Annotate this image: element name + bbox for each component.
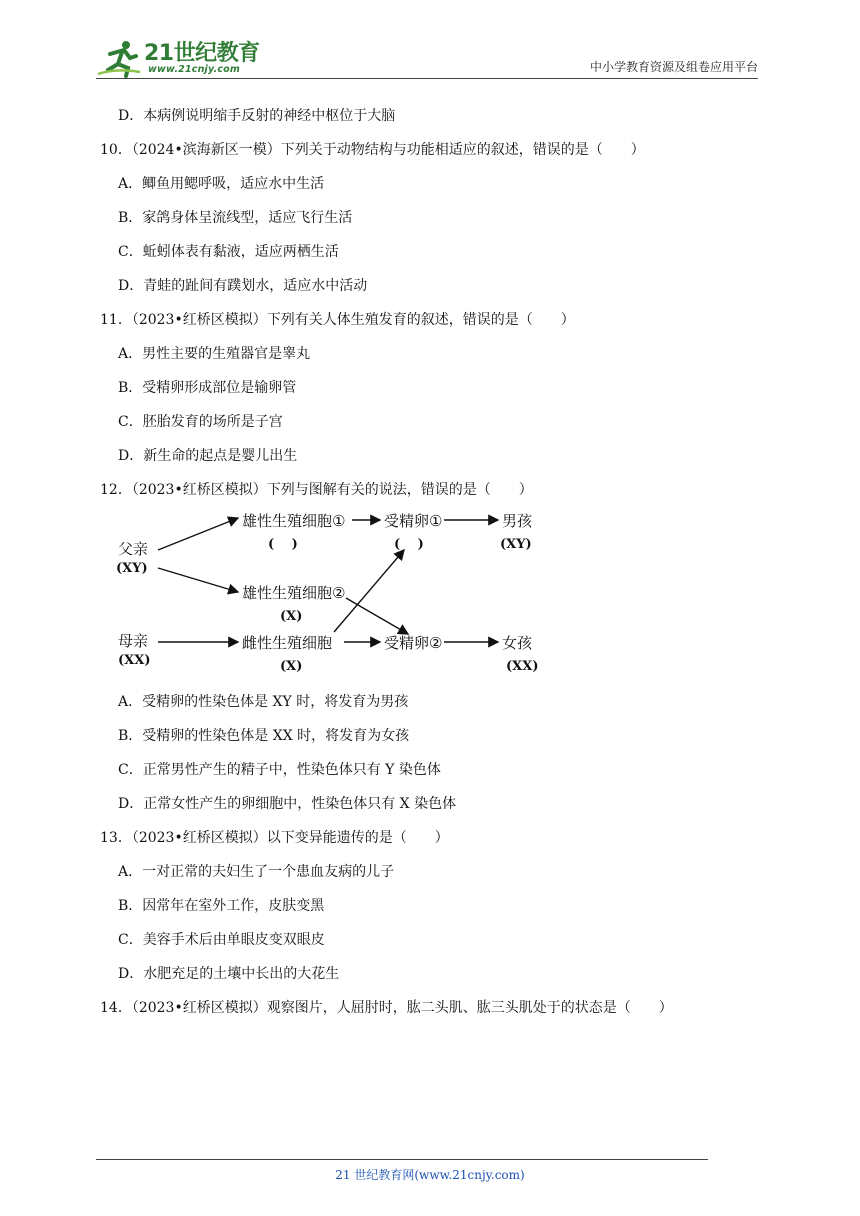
question-line: 13．（2023•红桥区模拟）以下变异能遗传的是（ ） <box>100 830 449 846</box>
female-cell-genotype: (X) <box>280 659 303 674</box>
female-cell-label: 雌性生殖细胞 <box>242 634 333 652</box>
option-line: A．一对正常的夫妇生了一个患血友病的儿子 <box>118 864 395 880</box>
male-cell-1-label: 雄性生殖细胞① <box>242 512 346 530</box>
option-line: A．男性主要的生殖器官是睾丸 <box>118 346 311 362</box>
logo-url: www.21cnjy.com <box>148 64 240 75</box>
male-cell-1-blank: ( ) <box>268 537 298 552</box>
zygote-2-label: 受精卵② <box>384 634 443 652</box>
mother-label: 母亲 <box>118 632 149 650</box>
option-line: C．正常男性产生的精子中，性染色体只有 Y 染色体 <box>118 762 441 778</box>
logo-text: 21世纪教育 <box>144 41 260 66</box>
male-cell-2-label: 雄性生殖细胞② <box>242 584 346 602</box>
option-line: B．受精卵形成部位是输卵管 <box>118 380 297 396</box>
footer-divider <box>96 1159 708 1160</box>
option-line: C．胚胎发育的场所是子宫 <box>118 414 283 430</box>
option-line: D．青蛙的趾间有蹼划水，适应水中活动 <box>118 278 368 294</box>
option-line: B．因常年在室外工作，皮肤变黑 <box>118 898 325 914</box>
platform-name: 中小学教育资源及组卷应用平台 <box>589 60 758 74</box>
question-line: 11．（2023•红桥区模拟）下列有关人体生殖发育的叙述，错误的是（ ） <box>100 312 575 328</box>
question-line: 10．（2024•滨海新区一模）下列关于动物结构与功能相适应的叙述，错误的是（ ） <box>100 142 645 158</box>
page-header <box>96 26 758 82</box>
option-line: C．美容手术后由单眼皮变双眼皮 <box>118 932 325 948</box>
option-line: C．蚯蚓体表有黏液，适应两栖生活 <box>118 244 339 260</box>
header-divider <box>96 78 758 79</box>
mother-genotype: (XX) <box>118 653 151 668</box>
question-line: 14．（2023•红桥区模拟）观察图片，人屈肘时，肱二头肌、肱三头肌处于的状态是（ ） <box>100 1000 673 1016</box>
footer-link[interactable]: 21 世纪教育网(www.21cnjy.com) <box>335 1168 525 1182</box>
boy-label: 男孩 <box>502 512 533 530</box>
father-genotype: (XY) <box>116 561 148 576</box>
option-line: D．水肥充足的土壤中长出的大花生 <box>118 966 340 982</box>
inheritance-diagram <box>112 506 542 680</box>
option-line: D．正常女性产生的卵细胞中，性染色体只有 X 染色体 <box>118 796 457 812</box>
option-line: D．新生命的起点是婴儿出生 <box>118 448 298 464</box>
option-line: D．本病例说明缩手反射的神经中枢位于大脑 <box>118 108 396 124</box>
zygote-1-blank: ( ) <box>394 537 424 552</box>
option-line: B．受精卵的性染色体是 XX 时，将发育为女孩 <box>118 728 410 744</box>
option-line: B．家鸽身体呈流线型，适应飞行生活 <box>118 210 353 226</box>
girl-genotype: (XX) <box>506 659 539 674</box>
option-line: A．鲫鱼用鳃呼吸，适应水中生活 <box>118 176 325 192</box>
boy-genotype: (XY) <box>500 537 532 552</box>
father-label: 父亲 <box>118 540 149 558</box>
zygote-1-label: 受精卵① <box>384 512 443 530</box>
site-logo[interactable] <box>96 34 266 78</box>
runner-logo-icon <box>96 40 142 78</box>
question-line: 12．（2023•红桥区模拟）下列与图解有关的说法，错误的是（ ） <box>100 482 533 498</box>
male-cell-2-genotype: (X) <box>280 609 303 624</box>
girl-label: 女孩 <box>502 634 533 652</box>
option-line: A．受精卵的性染色体是 XY 时，将发育为男孩 <box>118 694 409 710</box>
